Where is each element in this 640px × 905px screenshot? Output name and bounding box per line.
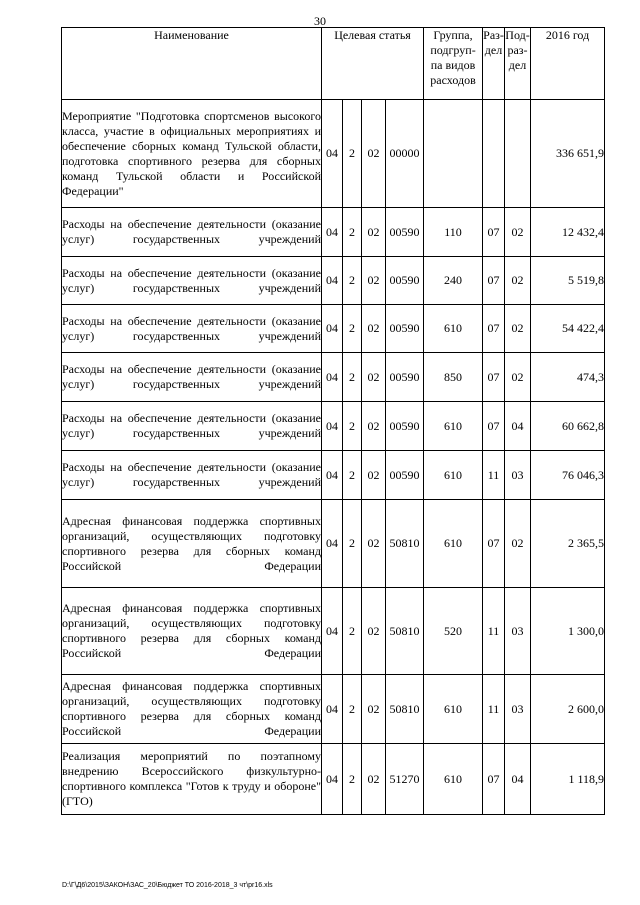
amount-2016: 1 300,0 (531, 588, 605, 675)
expense-group: 610 (424, 500, 483, 588)
target-code-direction: 00590 (386, 451, 424, 500)
section: 07 (483, 402, 505, 451)
table-row (62, 675, 605, 744)
header-group (424, 28, 483, 100)
target-code-subprogram: 2 (343, 744, 362, 815)
row-name: Адресная финансовая поддержка спортивных организаций, осуществляющих подготовку спортивного резерва для сборных команд Российской Федерации (62, 588, 322, 675)
row-name: Адресная финансовая поддержка спортивных организаций, осуществляющих подготовку спортивного резерва для сборных команд Российской Федерации (62, 675, 322, 744)
target-code-direction: 00590 (386, 353, 424, 402)
subsection: 04 (505, 744, 531, 815)
expense-group: 850 (424, 353, 483, 402)
section: 11 (483, 451, 505, 500)
target-code-subprogram: 2 (343, 402, 362, 451)
target-code-main-activity: 02 (362, 675, 386, 744)
amount-2016: 2 365,5 (531, 500, 605, 588)
header-subsection-line: Под- (505, 28, 530, 42)
section: 07 (483, 305, 505, 353)
target-code-direction: 51270 (386, 744, 424, 815)
table-row (62, 100, 605, 208)
target-code-direction: 50810 (386, 500, 424, 588)
expense-group: 610 (424, 305, 483, 353)
amount-2016: 336 651,9 (531, 100, 605, 208)
subsection: 03 (505, 675, 531, 744)
target-code-program: 04 (322, 500, 343, 588)
target-code-subprogram: 2 (343, 257, 362, 305)
expense-group: 610 (424, 402, 483, 451)
expense-group: 520 (424, 588, 483, 675)
subsection: 03 (505, 451, 531, 500)
table-header-row (62, 28, 605, 100)
header-section (483, 28, 505, 100)
header-subsection (505, 28, 531, 100)
expense-group: 610 (424, 675, 483, 744)
expense-group: 610 (424, 744, 483, 815)
target-code-main-activity: 02 (362, 353, 386, 402)
row-name: Расходы на обеспечение деятельности (оказание услуг) государственных учреждений (62, 208, 322, 257)
subsection: 02 (505, 257, 531, 305)
target-code-subprogram: 2 (343, 451, 362, 500)
target-code-direction: 00590 (386, 208, 424, 257)
row-name: Расходы на обеспечение деятельности (оказание услуг) государственных учреждений (62, 451, 322, 500)
section: 11 (483, 588, 505, 675)
amount-2016: 1 118,9 (531, 744, 605, 815)
target-code-direction: 00590 (386, 402, 424, 451)
target-code-main-activity: 02 (362, 305, 386, 353)
table-row (62, 305, 605, 353)
row-name: Расходы на обеспечение деятельности (оказание услуг) государственных учреждений (62, 257, 322, 305)
target-code-program: 04 (322, 451, 343, 500)
target-code-program: 04 (322, 353, 343, 402)
header-year: 2016 год (531, 28, 605, 100)
amount-2016: 12 432,4 (531, 208, 605, 257)
target-code-direction: 50810 (386, 675, 424, 744)
subsection: 02 (505, 353, 531, 402)
header-subsection-line: раз- (507, 43, 528, 57)
page-number: 30 (314, 14, 326, 28)
target-code-main-activity: 02 (362, 500, 386, 588)
section: 07 (483, 257, 505, 305)
subsection: 03 (505, 588, 531, 675)
target-code-program: 04 (322, 305, 343, 353)
table-row (62, 402, 605, 451)
amount-2016: 5 519,8 (531, 257, 605, 305)
table-row (62, 208, 605, 257)
expense-group (424, 100, 483, 208)
target-code-subprogram: 2 (343, 675, 362, 744)
amount-2016: 2 600,0 (531, 675, 605, 744)
section: 11 (483, 675, 505, 744)
table-row (62, 451, 605, 500)
section (483, 100, 505, 208)
target-code-subprogram: 2 (343, 500, 362, 588)
target-code-direction: 50810 (386, 588, 424, 675)
target-code-direction: 00590 (386, 257, 424, 305)
target-code-subprogram: 2 (343, 588, 362, 675)
target-code-program: 04 (322, 100, 343, 208)
target-code-program: 04 (322, 588, 343, 675)
subsection (505, 100, 531, 208)
header-name: Наименование (62, 28, 322, 100)
target-code-main-activity: 02 (362, 588, 386, 675)
table-row (62, 500, 605, 588)
target-code-program: 04 (322, 257, 343, 305)
target-code-program: 04 (322, 744, 343, 815)
amount-2016: 54 422,4 (531, 305, 605, 353)
target-code-program: 04 (322, 208, 343, 257)
target-code-program: 04 (322, 675, 343, 744)
target-code-main-activity: 02 (362, 208, 386, 257)
subsection: 02 (505, 208, 531, 257)
target-code-main-activity: 02 (362, 744, 386, 815)
header-group-line: па видов (430, 58, 476, 72)
header-subsection-line: дел (508, 58, 527, 72)
table-body (62, 100, 605, 815)
row-name: Адресная финансовая поддержка спортивных организаций, осуществляющих подготовку спортивного резерва для сборных команд Российской Федерации (62, 500, 322, 588)
subsection: 02 (505, 305, 531, 353)
subsection: 02 (505, 500, 531, 588)
row-name: Расходы на обеспечение деятельности (оказание услуг) государственных учреждений (62, 305, 322, 353)
section: 07 (483, 353, 505, 402)
target-code-main-activity: 02 (362, 451, 386, 500)
expense-group: 610 (424, 451, 483, 500)
budget-table (61, 27, 605, 815)
amount-2016: 474,3 (531, 353, 605, 402)
expense-group: 240 (424, 257, 483, 305)
header-section-line: дел (484, 43, 503, 57)
target-code-main-activity: 02 (362, 100, 386, 208)
row-name: Реализация мероприятий по поэтапному внедрению Всероссийского физкультурно-спортивного комплекса "Готов к труду и обороне" (ГТО) (62, 744, 322, 815)
section: 07 (483, 744, 505, 815)
amount-2016: 60 662,8 (531, 402, 605, 451)
section: 07 (483, 500, 505, 588)
header-group-line: подгруп- (430, 43, 476, 57)
amount-2016: 76 046,3 (531, 451, 605, 500)
subsection: 04 (505, 402, 531, 451)
table-row (62, 744, 605, 815)
target-code-subprogram: 2 (343, 208, 362, 257)
target-code-program: 04 (322, 402, 343, 451)
row-name: Расходы на обеспечение деятельности (оказание услуг) государственных учреждений (62, 353, 322, 402)
table-row (62, 257, 605, 305)
header-group-line: Группа, (433, 28, 473, 42)
expense-group: 110 (424, 208, 483, 257)
header-target-article: Целевая статья (322, 28, 424, 100)
target-code-direction: 00000 (386, 100, 424, 208)
file-path-footer: D:\Г\Д6\2015\ЗАКОН\ЗАС_20\Бюджет ТО 2016-2018_3 чт\pr16.xls (62, 882, 273, 889)
table-row (62, 353, 605, 402)
target-code-main-activity: 02 (362, 257, 386, 305)
header-section-line: Раз- (483, 28, 504, 42)
row-name: Мероприятие "Подготовка спортсменов высокого класса, участие в официальных мероприятиях и обеспечение сборных команд Тульской области, подготовка спортивного резерва для сборных команд Тульской области и Российской Федерации" (62, 100, 322, 208)
table-row (62, 588, 605, 675)
target-code-subprogram: 2 (343, 100, 362, 208)
section: 07 (483, 208, 505, 257)
header-group-line: расходов (430, 73, 476, 87)
target-code-subprogram: 2 (343, 353, 362, 402)
target-code-main-activity: 02 (362, 402, 386, 451)
target-code-subprogram: 2 (343, 305, 362, 353)
target-code-direction: 00590 (386, 305, 424, 353)
row-name: Расходы на обеспечение деятельности (оказание услуг) государственных учреждений (62, 402, 322, 451)
